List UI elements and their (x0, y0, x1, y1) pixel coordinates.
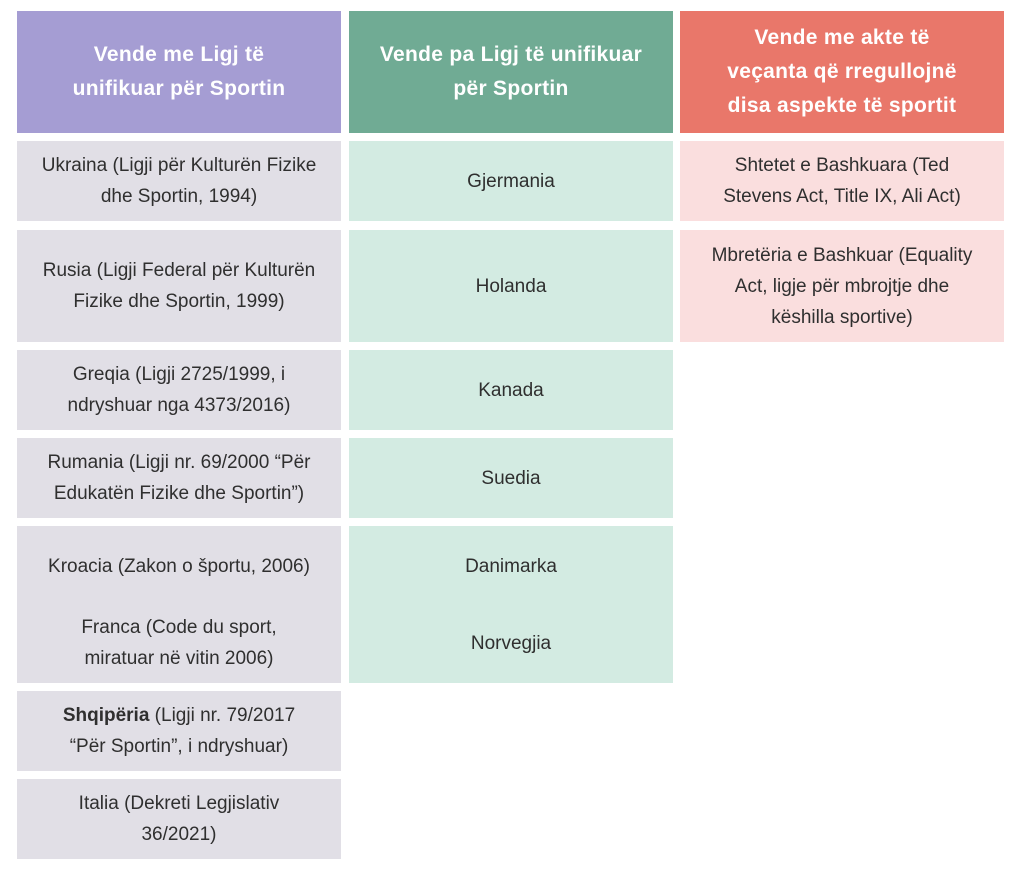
cell-text: Rusia (Ligji Federal për Kulturën Fizike dhe Sportin, 1999) (42, 260, 316, 312)
table-cell (17, 350, 341, 430)
table-cell (680, 141, 1004, 221)
table-cell (349, 141, 673, 221)
table-cell (349, 230, 673, 342)
table-cell (349, 438, 673, 518)
column-header-label: Vende pa Ligj të unifikuar për Sportin (379, 43, 643, 100)
table-cell (17, 691, 341, 771)
cell-text: Rumania (Ligji nr. 69/2000 “Për Edukatën Fizike dhe Sportin”) (47, 452, 311, 504)
cell-text: Kanada (478, 379, 544, 401)
table-cell (349, 350, 673, 430)
cell-bold-text: Shqipëria (62, 705, 150, 726)
cell-text: Danimarka (465, 555, 557, 577)
table-cell (17, 603, 341, 683)
column-header-label: Vende me akte të veçanta që rregullojnë disa aspekte të sportit (727, 26, 957, 117)
column-no-unified-law (349, 11, 673, 654)
cell-text: Mbretëria e Bashkuar (Equality Act, ligje për mbrojtje dhe këshilla sportive) (711, 244, 973, 328)
table-cell (680, 230, 1004, 342)
column-header (680, 11, 1004, 133)
cell-text: Ukraina (Ligji për Kulturën Fizike dhe Sportin, 1994) (41, 155, 317, 207)
cell-text: Shtetet e Bashkuara (Ted Stevens Act, Title IX, Ali Act) (723, 155, 961, 207)
column-header (17, 11, 341, 133)
column-header (349, 11, 673, 133)
column-header-label: Vende me Ligj të unifikuar për Sportin (72, 43, 286, 100)
column-specific-acts (680, 11, 1004, 328)
table-cell (349, 603, 673, 683)
table-cell (17, 230, 341, 342)
cell-text: Franca (Code du sport, miratuar në vitin 2006) (81, 617, 277, 669)
cell-text: Kroacia (Zakon o športu, 2006) (48, 555, 310, 577)
table-cell (17, 526, 341, 606)
column-unified-law (17, 11, 341, 845)
cell-text: (Ligji nr. 79/2017 “Për Sportin”, i ndryshuar) (69, 705, 296, 757)
table-cell (17, 438, 341, 518)
table-cell (17, 141, 341, 221)
cell-text: Norvegjia (470, 632, 552, 654)
cell-text: Italia (Dekreti Legjislativ 36/2021) (78, 793, 280, 845)
table-cell (17, 779, 341, 859)
cell-text: Suedia (481, 467, 541, 489)
table-cell (349, 526, 673, 606)
cell-text: Holanda (475, 275, 547, 297)
cell-text: Gjermania (467, 170, 555, 192)
cell-text: Greqia (Ligji 2725/1999, i ndryshuar nga 4373/2016) (67, 364, 291, 416)
